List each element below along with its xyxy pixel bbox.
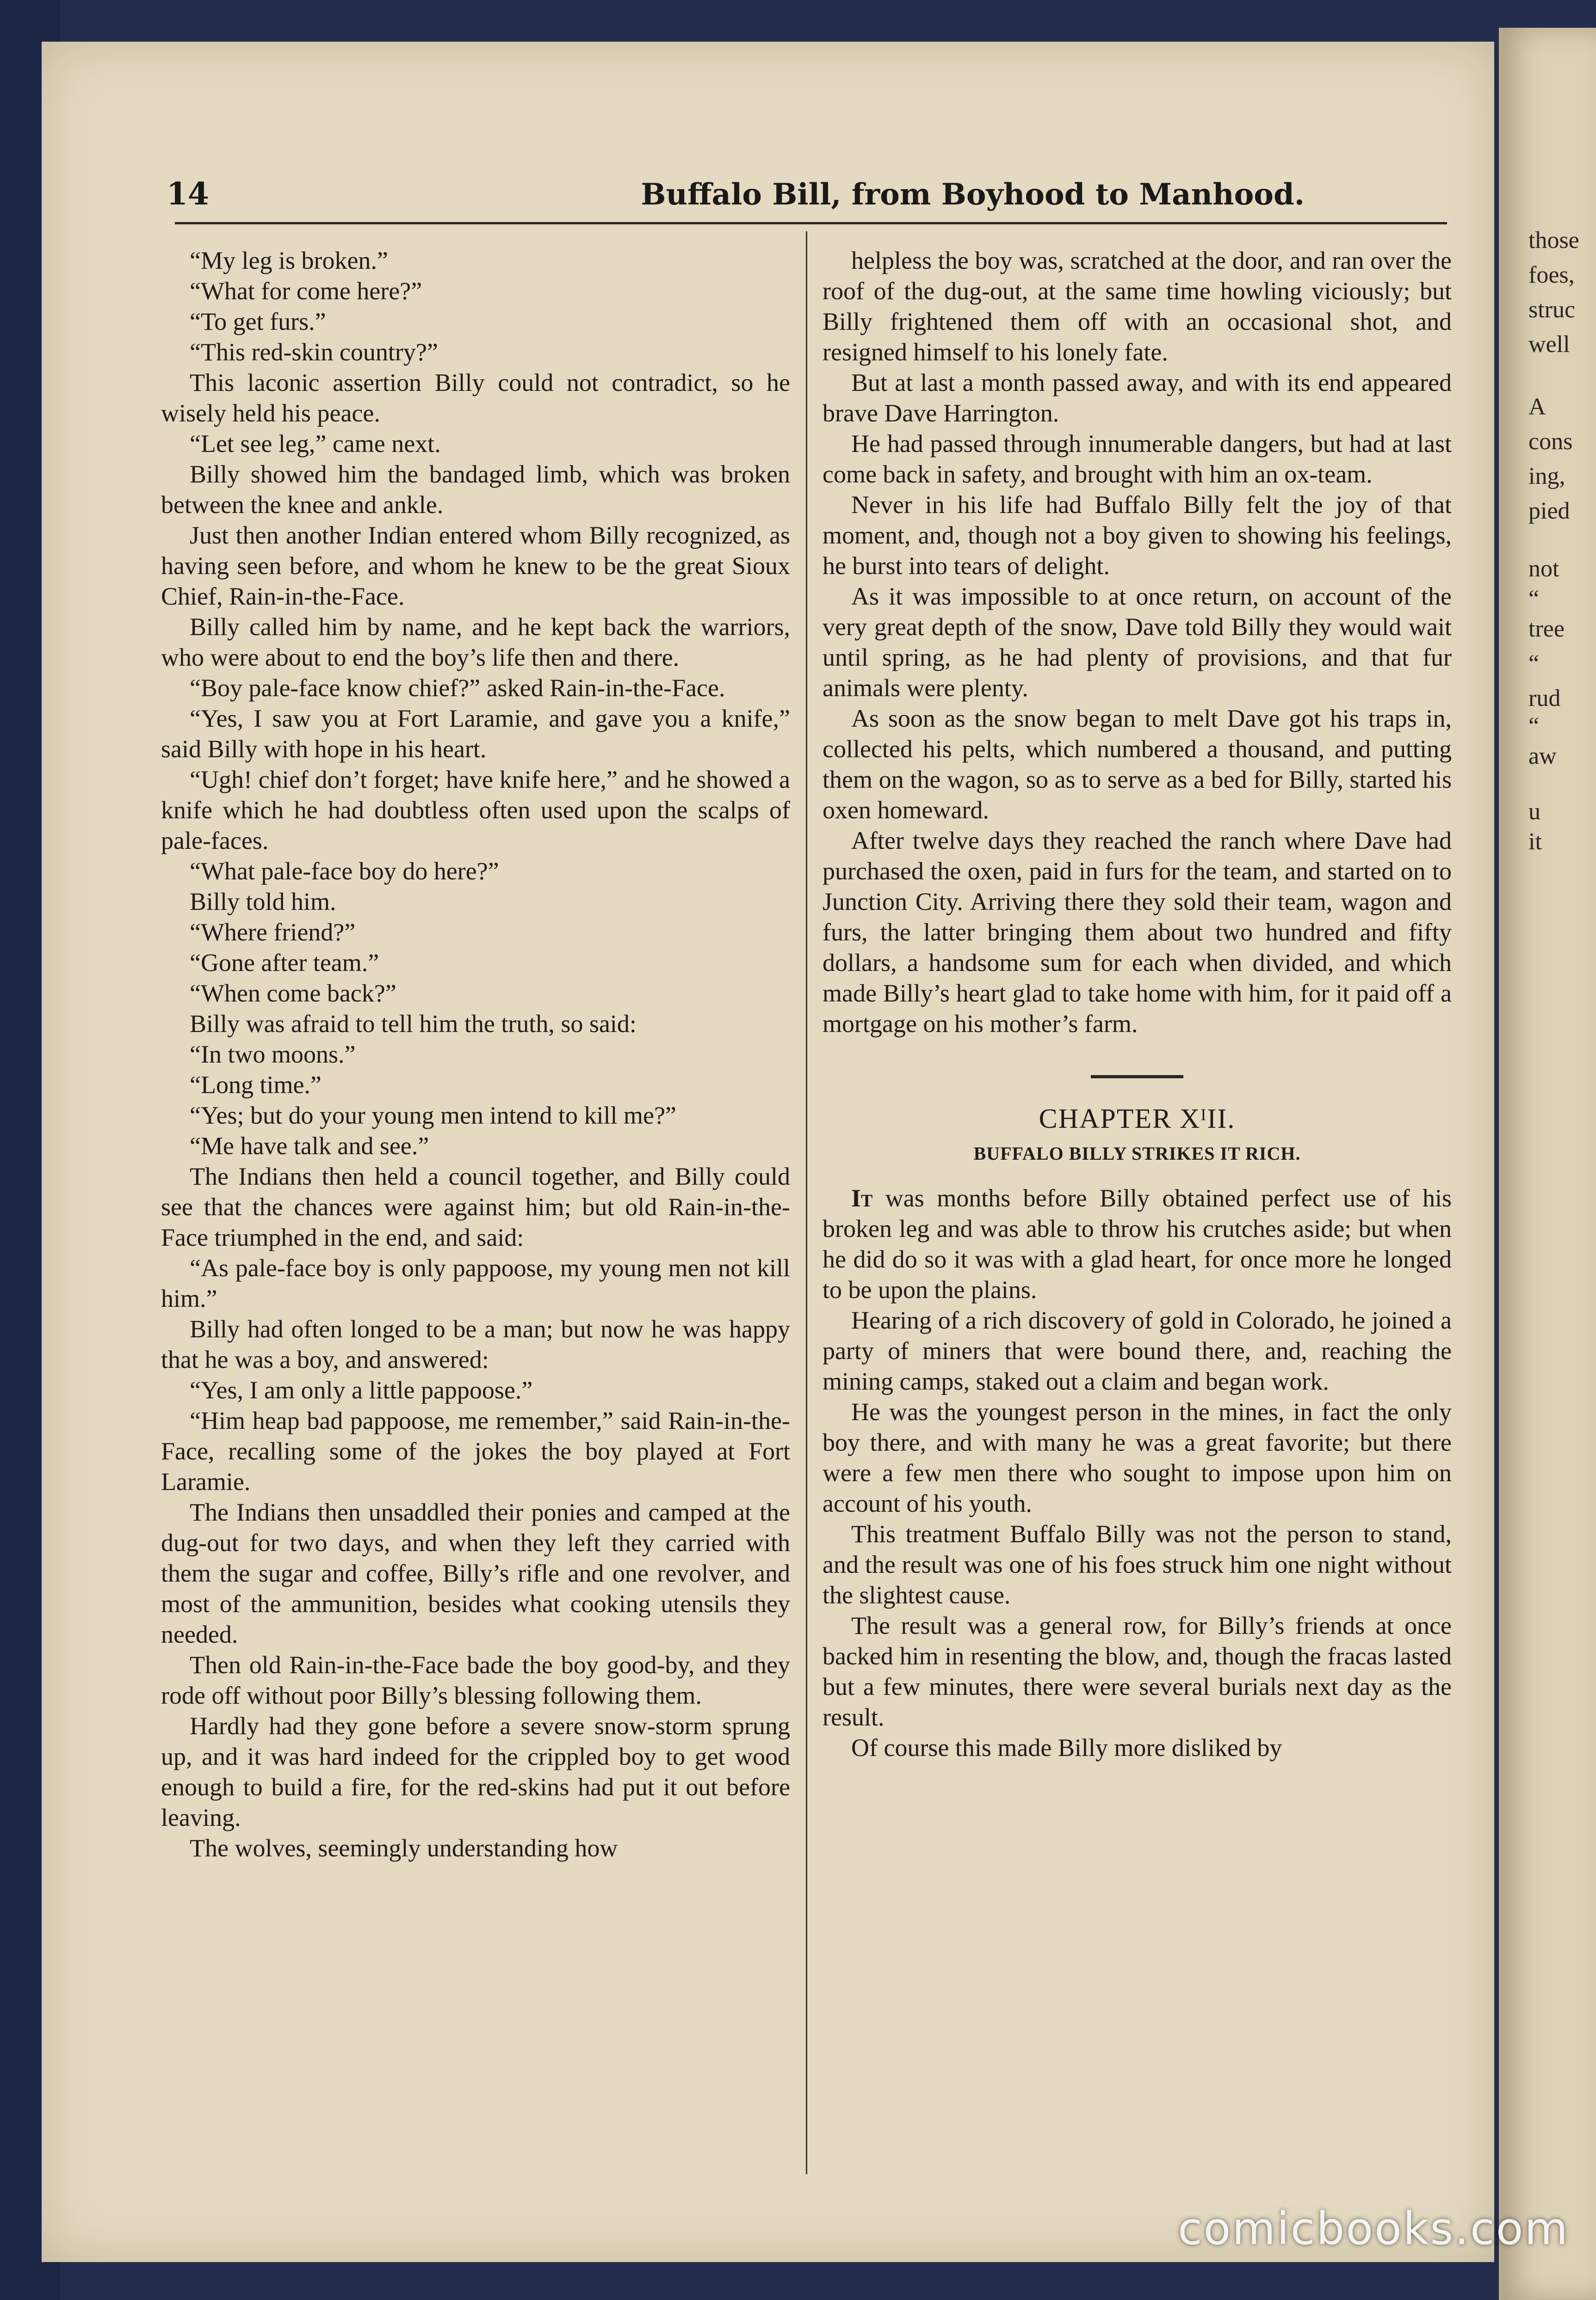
chapter-heading: CHAPTER XᴵII. bbox=[1039, 1103, 1236, 1134]
running-title: Buffalo Bill, from Boyhood to Manhood. bbox=[641, 177, 1305, 212]
paragraph: Then old Rain-in-the-Face bade the boy good-by, and they rode off without poor Billy’s blessing following them. bbox=[161, 1651, 790, 1709]
paragraph: “Gone after team.” bbox=[190, 949, 379, 977]
adjacent-page-fragment: not bbox=[1528, 556, 1559, 582]
chapter-body bbox=[823, 1305, 1452, 1763]
adjacent-page-fragment: those bbox=[1528, 227, 1579, 253]
chapter-subheading: BUFFALO BILLY STRIKES IT RICH. bbox=[973, 1143, 1301, 1164]
paragraph: “What pale-face boy do here?” bbox=[190, 857, 499, 885]
page-number: 14 bbox=[167, 176, 209, 212]
paragraph: This treatment Buffalo Billy was not the person to stand, and the result was one of his foes struck him one night without the slightest cause. bbox=[823, 1520, 1452, 1609]
paragraph: Billy had often longed to be a man; but now he was happy that he was a boy, and answered: bbox=[161, 1315, 790, 1373]
adjacent-page-fragment: it bbox=[1528, 828, 1542, 855]
paragraph: “As pale-face boy is only pappoose, my young men not kill him.” bbox=[161, 1254, 790, 1312]
adjacent-page-fragment: “ bbox=[1528, 713, 1540, 739]
paragraph: As soon as the snow began to melt Dave got his traps in, collected his pelts, which numbered a thousand, and putting them on the wagon, so as to serve as a bed for Billy, started his oxen homeward. bbox=[823, 705, 1452, 824]
paragraph: “Yes, I saw you at Fort Laramie, and gave you a knife,” said Billy with hope in his heart. bbox=[161, 705, 790, 763]
adjacent-page-fragment: cons bbox=[1528, 428, 1573, 455]
column-divider bbox=[806, 231, 807, 2174]
chapter-first-paragraph bbox=[823, 1183, 1452, 1305]
adjacent-page-fragment: aw bbox=[1528, 743, 1557, 769]
paragraph: helpless the boy was, scratched at the door, and ran over the roof of the dug-out, at the same time howling viciously; but Billy frightened them off with an occasional shot, and resigned himself to his lonely fate. bbox=[823, 247, 1452, 366]
paragraph: “When come back?” bbox=[190, 979, 396, 1007]
chapter-first-word: It bbox=[851, 1184, 873, 1212]
paragraph: “Yes, I am only a little pappoose.” bbox=[190, 1376, 533, 1404]
paragraph: As it was impossible to at once return, on account of the very great depth of the snow, Dave told Billy they would wait until spring, as he had plenty of provisions, and that fur animals were plenty. bbox=[823, 582, 1452, 702]
paragraph: “What for come here?” bbox=[190, 277, 422, 305]
paragraph: After twelve days they reached the ranch where Dave had purchased the oxen, paid in furs for the team, and started on to Junction City. Arriving there they sold their team, wagon and furs, the latter bringing them about two hundred and fifty dollars, a handsome sum for each when divided, and which made Billy’s heart glad to take home with him, for it paid off a mortgage on his mother’s farm. bbox=[823, 827, 1452, 1038]
paragraph: “Let see leg,” came next. bbox=[190, 430, 441, 458]
paragraph: Just then another Indian entered whom Billy recognized, as having seen before, and whom he knew to be the great Sioux Chief, Rain-in-the-Face. bbox=[161, 521, 790, 610]
right-column bbox=[823, 245, 1452, 1763]
adjacent-page-fragment: tree bbox=[1528, 616, 1565, 642]
paragraph: “Him heap bad pappoose, me remember,” said Rain-in-the-Face, recalling some of the jokes the boy played at Fort Laramie. bbox=[161, 1407, 790, 1496]
chapter-first-paragraph-text: was months before Billy obtained perfect use of his broken leg and was able to throw his crutches aside; but when he did do so it was with a glad heart, for once more he longed to be upon the plains. bbox=[823, 1184, 1452, 1304]
paragraph: Billy showed him the bandaged limb, which was broken between the knee and ankle. bbox=[161, 460, 790, 519]
paragraph: Never in his life had Buffalo Billy felt the joy of that moment, and, though not a boy given to showing his feelings, he burst into tears of delight. bbox=[823, 491, 1452, 580]
paragraph: “This red-skin country?” bbox=[190, 338, 438, 366]
paragraph: “Me have talk and see.” bbox=[190, 1132, 429, 1160]
adjacent-page-edge bbox=[1499, 28, 1596, 2300]
paragraph: Billy told him. bbox=[190, 888, 336, 915]
paragraph: He had passed through innumerable dangers, but had at last come back in safety, and brought with him an ox-team. bbox=[823, 430, 1452, 488]
paragraph: “In two moons.” bbox=[190, 1040, 356, 1068]
paragraph: “Where friend?” bbox=[190, 918, 356, 946]
adjacent-page-fragment: foes, bbox=[1528, 262, 1575, 288]
paragraph: Of course this made Billy more disliked by bbox=[851, 1734, 1282, 1762]
adjacent-page-fragment: well bbox=[1528, 331, 1570, 358]
chapter-separator-rule bbox=[1091, 1075, 1183, 1078]
adjacent-page-fragment: A bbox=[1528, 394, 1546, 420]
paragraph: This laconic assertion Billy could not contradict, so he wisely held his peace. bbox=[161, 369, 790, 427]
paragraph: But at last a month passed away, and with its end appeared brave Dave Harrington. bbox=[823, 369, 1452, 427]
adjacent-page-fragment: rud bbox=[1528, 685, 1561, 711]
adjacent-page-fragment: u bbox=[1528, 798, 1540, 825]
paragraph: The wolves, seemingly understanding how bbox=[190, 1834, 618, 1862]
watermark-text: comicbooks.com bbox=[1177, 2203, 1569, 2255]
paragraph: Billy called him by name, and he kept back the warriors, who were about to end the boy’s life then and there. bbox=[161, 613, 790, 671]
adjacent-page-fragment: “ bbox=[1528, 586, 1540, 612]
paragraph: He was the youngest person in the mines, in fact the only boy there, and with many he was a great favorite; but there were a few men there who sought to impose upon him on account of his youth. bbox=[823, 1398, 1452, 1517]
paragraph: The Indians then held a council together, and Billy could see that the chances were against him; but old Rain-in-the-Face triumphed in the end, and said: bbox=[161, 1162, 790, 1251]
paragraph: “My leg is broken.” bbox=[190, 247, 388, 274]
left-column bbox=[161, 245, 790, 1863]
paragraph: Billy was afraid to tell him the truth, so said: bbox=[190, 1010, 637, 1038]
paragraph: “Long time.” bbox=[190, 1071, 322, 1099]
paragraph: The Indians then unsaddled their ponies and camped at the dug-out for two days, and when they left they carried with them the sugar and coffee, Billy’s rifle and one revolver, and most of the ammunition, besides what cooking utensils they needed. bbox=[161, 1498, 790, 1648]
header-rule bbox=[175, 222, 1447, 224]
paragraph: Hearing of a rich discovery of gold in Colorado, he joined a party of miners that were bound there, and, reaching the mining camps, staked out a claim and began work. bbox=[823, 1306, 1452, 1395]
paragraph: The result was a general row, for Billy’s friends at once backed him in resenting the blow, and, though the fracas lasted but a few minutes, there were several burials next day as the result. bbox=[823, 1612, 1452, 1731]
paragraph: Hardly had they gone before a severe snow-storm sprung up, and it was hard indeed for the crippled boy to get wood enough to build a fire, for the red-skins had put it out before leaving. bbox=[161, 1712, 790, 1831]
adjacent-page-fragment: pied bbox=[1528, 498, 1570, 524]
paragraph: “To get furs.” bbox=[190, 308, 326, 335]
running-header bbox=[167, 176, 1471, 212]
right-column-body bbox=[823, 245, 1452, 1039]
paragraph: “Boy pale-face know chief?” asked Rain-in-the-Face. bbox=[190, 674, 725, 702]
adjacent-page-fragment: struc bbox=[1528, 297, 1576, 323]
paragraph: “Yes; but do your young men intend to kill me?” bbox=[190, 1101, 676, 1129]
adjacent-page-fragment: “ bbox=[1528, 650, 1540, 677]
adjacent-page-fragment: ing, bbox=[1528, 463, 1565, 489]
paragraph: “Ugh! chief don’t forget; have knife here,” and he showed a knife which he had doubtless often used upon the scalps of pale-faces. bbox=[161, 766, 790, 854]
